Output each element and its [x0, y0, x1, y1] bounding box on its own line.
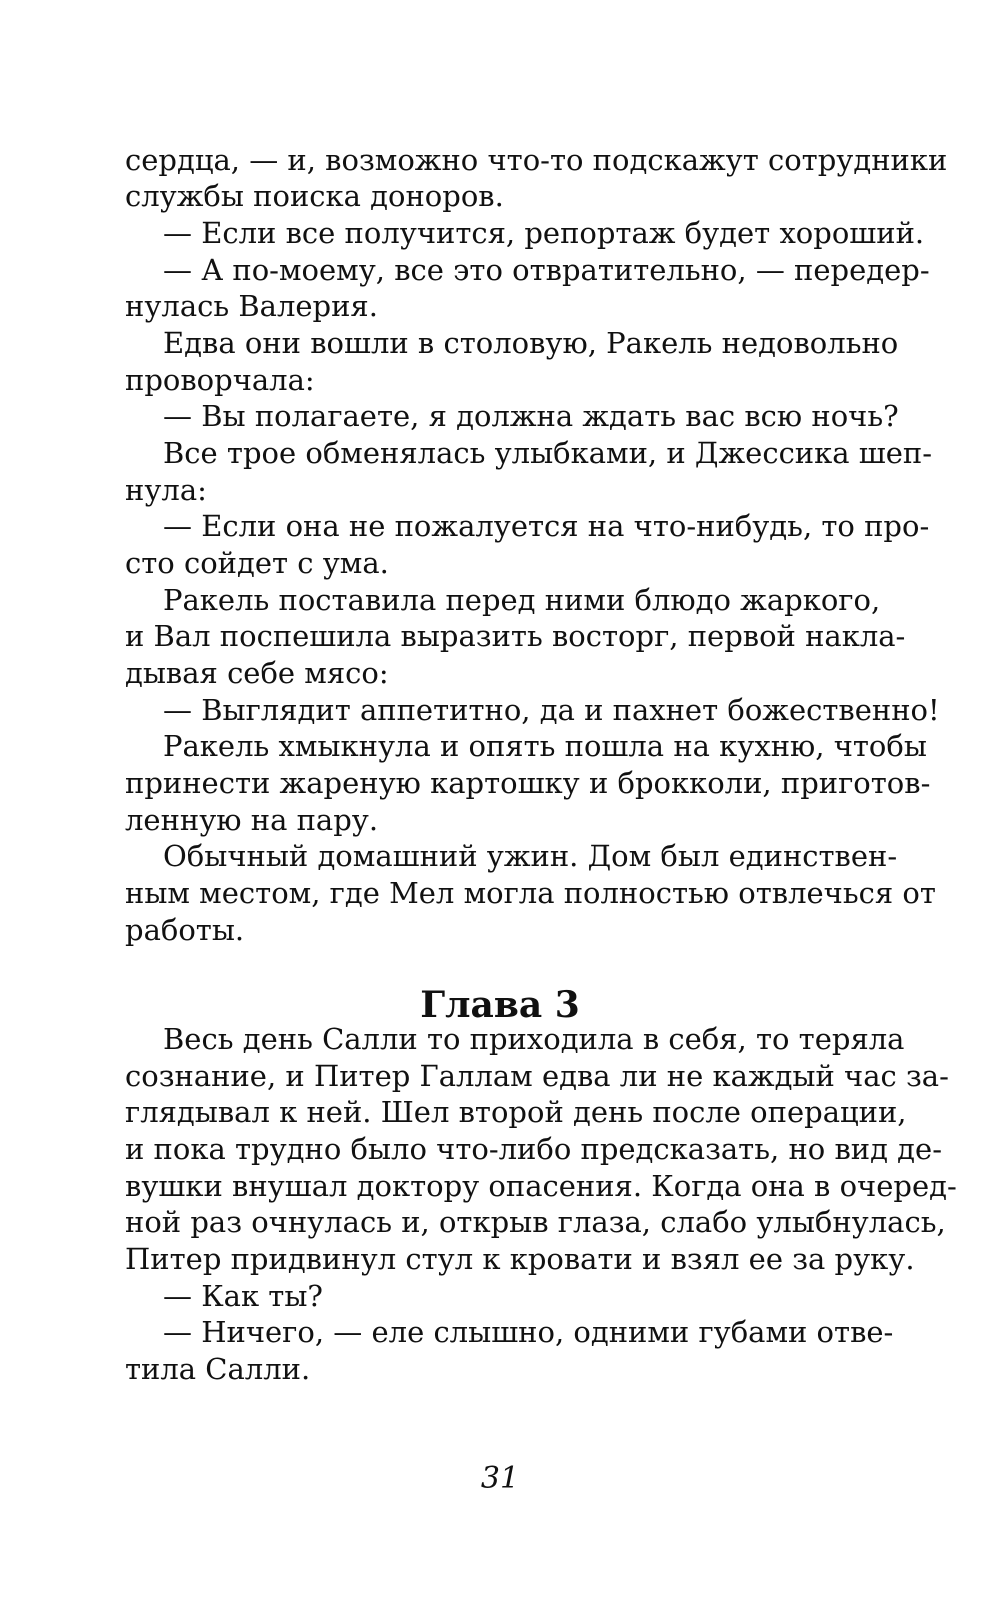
- text-line: вушки внушал доктору опасения. Когда она в очеред-: [125, 1169, 957, 1203]
- text-line: Обычный домашний ужин. Дом был единствен-: [163, 839, 898, 873]
- text-line: Едва они вошли в столовую, Ракель недовольно: [163, 326, 899, 360]
- text-line: ным местом, где Мел могла полностью отвлечься от: [125, 876, 936, 910]
- text-line: принести жареную картошку и брокколи, приготов-: [125, 766, 931, 800]
- text-line: — Ничего, — еле слышно, одними губами отве-: [163, 1315, 894, 1349]
- text-line: работы.: [125, 913, 245, 947]
- page-number: 31: [480, 1461, 520, 1496]
- text-line: ной раз очнулась и, открыв глаза, слабо улыбнулась,: [125, 1205, 946, 1239]
- text-line: сердца, — и, возможно что-то подскажут сотрудники: [125, 143, 948, 177]
- text-line: глядывал к ней. Шел второй день после операции,: [125, 1095, 907, 1129]
- text-line: — Как ты?: [163, 1279, 323, 1313]
- text-line: — Если она не пожалуется на что-нибудь, то про-: [163, 509, 930, 543]
- text-line: — Выглядит аппетитно, да и пахнет божественно!: [163, 693, 940, 727]
- text-line: Ракель поставила перед ними блюдо жаркого,: [163, 583, 881, 617]
- text-line: нулась Валерия.: [125, 289, 378, 323]
- text-line: и пока трудно было что-либо предсказать, но вид де-: [125, 1132, 942, 1166]
- text-line: ленную на пару.: [125, 803, 379, 837]
- text-line: службы поиска доноров.: [125, 179, 504, 213]
- text-line: сознание, и Питер Галлам едва ли не каждый час за-: [125, 1059, 949, 1093]
- text-line: Весь день Салли то приходила в себя, то теряла: [163, 1022, 905, 1056]
- text-line: Все трое обменялась улыбками, и Джессика шеп-: [163, 436, 933, 470]
- text-line: — Вы полагаете, я должна ждать вас всю ночь?: [163, 399, 899, 433]
- chapter-heading: Глава 3: [420, 984, 580, 1026]
- text-line: тила Салли.: [125, 1352, 311, 1386]
- text-line: — Если все получится, репортаж будет хороший.: [163, 216, 925, 250]
- text-line: Питер придвинул стул к кровати и взял ее за руку.: [125, 1242, 915, 1276]
- text-line: сто сойдет с ума.: [125, 546, 389, 580]
- text-line: Ракель хмыкнула и опять пошла на кухню, чтобы: [163, 729, 927, 763]
- text-line: нула:: [125, 473, 207, 507]
- text-line: и Вал поспешила выразить восторг, первой накла-: [125, 619, 906, 653]
- text-line: дывая себе мясо:: [125, 656, 389, 690]
- text-line: — А по-моему, все это отвратительно, — передер-: [163, 253, 930, 287]
- text-line: проворчала:: [125, 363, 315, 397]
